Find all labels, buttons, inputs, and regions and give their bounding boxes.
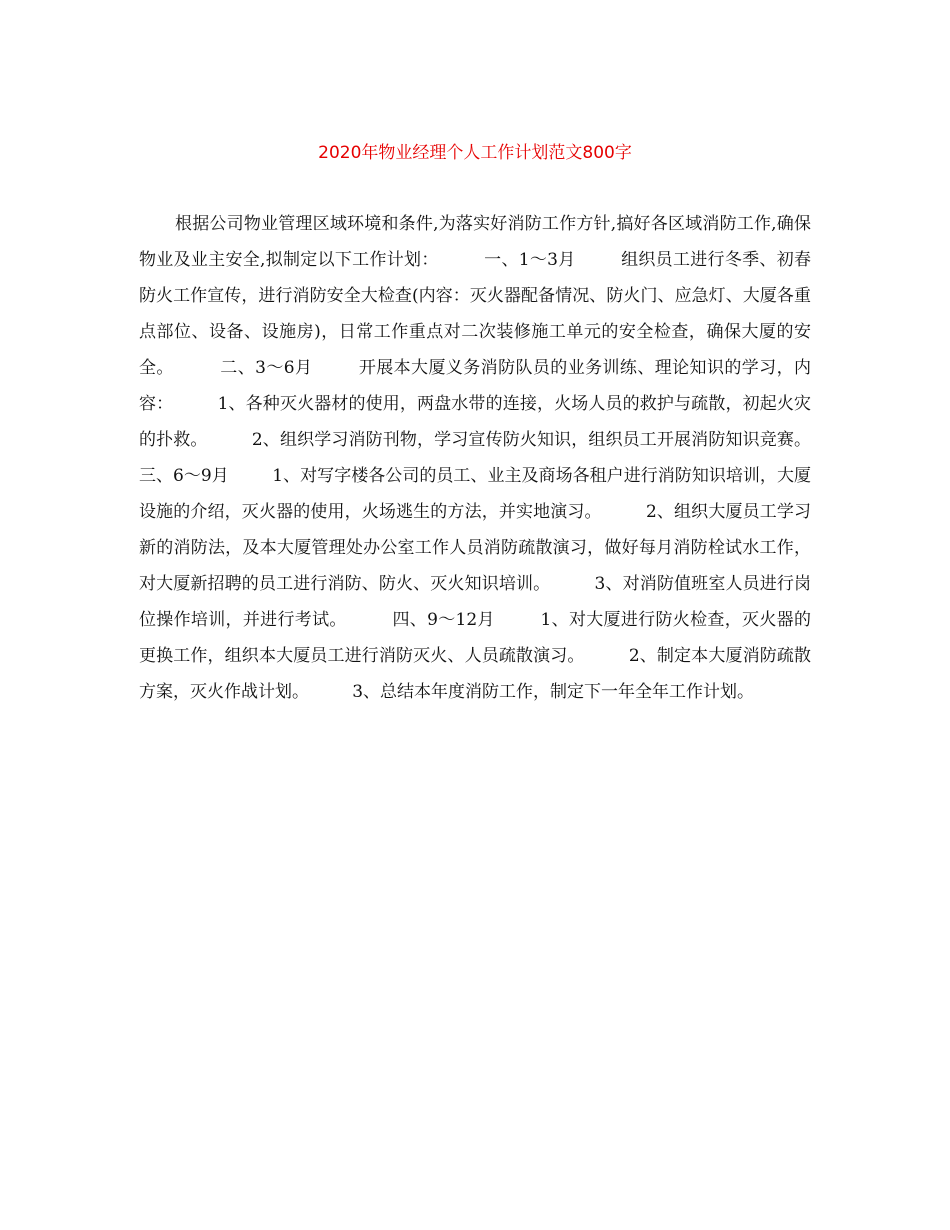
document-body-paragraph: 根据公司物业管理区域环境和条件,为落实好消防工作方针,搞好各区域消防工作,确保物业及业主安全,拟制定以下工作计划： 一、1～3月 组织员工进行冬季、初春防火工作宣传，进行消防安全大检查(内容：灭火器配备情况、防火门、应急灯、大厦各重点部位、设备、设施房)，日常工作重点对二次装修施工单元的安全检查，确保大厦的安全。 二、3～6月 开展本大厦义务消防队员的业务训练、理论知识的学习，内容： 1、各种灭火器材的使用，两盘水带的连接，火场人员的救护与疏散，初起火灾的扑救。 2、组织学习消防刊物，学习宣传防火知识，组织员工开展消防知识竞赛。 三、6～9月 1、对写字楼各公司的员工、业主及商场各租户进行消防知识培训，大厦设施的介绍，灭火器的使用，火场逃生的方法，并实地演习。 2、组织大厦员工学习新的消防法，及本大厦管理处办公室工作人员消防疏散演习，做好每月消防栓试水工作，对大厦新招聘的员工进行消防、防火、灭火知识培训。 3、对消防值班室人员进行岗位操作培训，并进行考试。 四、9～12月 1、对大厦进行防火检查，灭火器的更换工作，组织本大厦员工进行消防灭火、人员疏散演习。 2、制定本大厦消防疏散方案，灭火作战计划。 3、总结本年度消防工作，制定下一年全年工作计划。 bbox=[139, 214, 855, 702]
document-title: 2020年物业经理个人工作计划范文800字 bbox=[318, 143, 632, 163]
